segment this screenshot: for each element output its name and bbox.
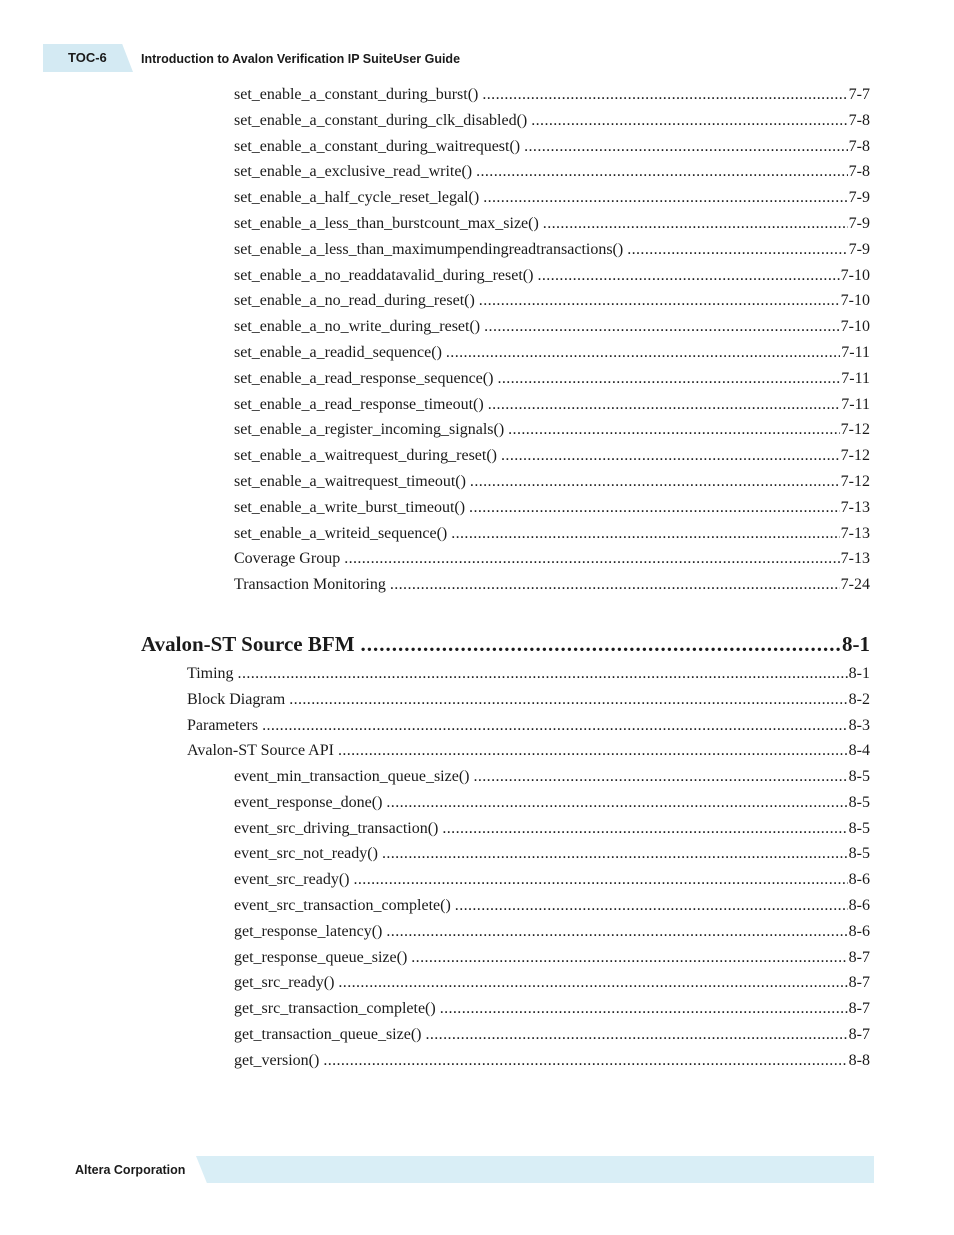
toc-entry[interactable]: [234, 446, 870, 466]
toc-entry-page[interactable]: 7-9: [848, 241, 870, 258]
toc-entry-page[interactable]: 8-8: [848, 1052, 870, 1069]
toc-entry-label[interactable]: get_transaction_queue_size(): [234, 1026, 422, 1043]
toc-entry-page[interactable]: 8-6: [848, 923, 870, 940]
toc-entry-label[interactable]: event_src_not_ready(): [234, 845, 378, 862]
toc-entry-page[interactable]: 8-5: [848, 794, 870, 811]
dot-leader: [524, 137, 848, 157]
toc-entry-label[interactable]: set_enable_a_read_response_timeout(): [234, 396, 484, 413]
toc-entry-label[interactable]: set_enable_a_readid_sequence(): [234, 344, 442, 361]
toc-entry-label[interactable]: get_response_queue_size(): [234, 949, 408, 966]
toc-entry[interactable]: [234, 188, 870, 208]
toc-entry[interactable]: [234, 291, 870, 311]
dot-leader: [508, 420, 840, 440]
toc-entry-label[interactable]: set_enable_a_writeid_sequence(): [234, 525, 448, 542]
toc-entry[interactable]: [234, 369, 870, 389]
toc-entry-page[interactable]: 7-11: [841, 344, 870, 361]
toc-entry-label[interactable]: set_enable_a_constant_during_burst(): [234, 86, 479, 103]
toc-entry-label[interactable]: event_response_done(): [234, 794, 383, 811]
dot-leader: [390, 575, 840, 595]
toc-entry[interactable]: [234, 137, 870, 157]
toc-section-entry[interactable]: [187, 741, 870, 761]
toc-entry[interactable]: [234, 524, 870, 544]
toc-entry-label[interactable]: set_enable_a_write_burst_timeout(): [234, 499, 466, 516]
toc-entry[interactable]: [234, 85, 870, 105]
toc-api-entry[interactable]: [234, 767, 870, 787]
toc-api-entry[interactable]: [234, 1051, 870, 1071]
toc-entry-label[interactable]: set_enable_a_less_than_maximumpendingreadtransactions(): [234, 241, 624, 258]
dot-leader: [455, 896, 848, 916]
toc-section-entry[interactable]: [187, 716, 870, 736]
dot-leader: [338, 973, 847, 993]
toc-entry-label[interactable]: set_enable_a_no_readdatavalid_during_reset(): [234, 267, 534, 284]
chapter-heading[interactable]: [141, 631, 870, 657]
toc-entry-label[interactable]: get_src_ready(): [234, 974, 335, 991]
toc-api-entry[interactable]: [234, 973, 870, 993]
toc-entry-page[interactable]: 8-7: [848, 949, 870, 966]
toc-entry-page[interactable]: 7-8: [848, 112, 870, 129]
toc-entry[interactable]: [234, 549, 870, 569]
footer-company: Altera Corporation: [75, 1163, 186, 1177]
toc-entry[interactable]: [234, 240, 870, 260]
dot-leader: [425, 1025, 847, 1045]
dot-leader: [469, 498, 840, 518]
dot-leader: [483, 188, 847, 208]
toc-entry-label[interactable]: set_enable_a_constant_during_waitrequest(): [234, 138, 521, 155]
toc-entry-label[interactable]: set_enable_a_constant_during_clk_disabled(): [234, 112, 528, 129]
dot-leader: [361, 631, 841, 657]
toc-entry-label[interactable]: set_enable_a_read_response_sequence(): [234, 370, 494, 387]
dot-leader: [386, 793, 847, 813]
dot-leader: [289, 690, 847, 710]
toc-entry-label[interactable]: event_src_driving_transaction(): [234, 820, 439, 837]
dot-leader: [238, 664, 848, 684]
dot-leader: [262, 716, 848, 736]
dot-leader: [440, 999, 848, 1019]
dot-leader: [627, 240, 847, 260]
page-number-label: TOC-6: [68, 50, 107, 65]
toc-api-entry[interactable]: [234, 948, 870, 968]
toc-entry[interactable]: [234, 472, 870, 492]
toc-api-entry[interactable]: [234, 922, 870, 942]
toc-api-entry[interactable]: [234, 870, 870, 890]
dot-leader: [479, 291, 840, 311]
toc-entry-label[interactable]: get_version(): [234, 1052, 320, 1069]
toc-entry-label[interactable]: Parameters: [187, 717, 259, 734]
toc-entry-page[interactable]: 7-10: [840, 267, 870, 284]
toc-entry-page[interactable]: 7-11: [841, 370, 870, 387]
toc-api-entry[interactable]: [234, 793, 870, 813]
toc-entry-label[interactable]: set_enable_a_no_read_during_reset(): [234, 292, 475, 309]
toc-entry-label[interactable]: Avalon-ST Source API: [187, 742, 334, 759]
toc-entry-label[interactable]: set_enable_a_half_cycle_reset_legal(): [234, 189, 480, 206]
toc-entry[interactable]: [234, 575, 870, 595]
toc-entry-page[interactable]: 8-7: [848, 974, 870, 991]
dot-leader: [543, 214, 848, 234]
toc-entry-page[interactable]: 7-7: [848, 86, 870, 103]
toc-entry-page[interactable]: 7-12: [840, 473, 870, 490]
dot-leader: [386, 922, 847, 942]
toc-entry[interactable]: [234, 266, 870, 286]
toc-entry-page[interactable]: 7-9: [848, 189, 870, 206]
toc-entry-page[interactable]: 8-1: [848, 665, 870, 682]
dot-leader: [470, 472, 840, 492]
toc-entry-label[interactable]: event_min_transaction_queue_size(): [234, 768, 470, 785]
dot-leader: [382, 844, 848, 864]
toc-entry-label[interactable]: Avalon-ST Source BFM: [141, 632, 355, 656]
toc-entry-page[interactable]: 8-4: [848, 742, 870, 759]
dot-leader: [537, 266, 839, 286]
toc-entry-label[interactable]: Coverage Group: [234, 550, 341, 567]
dot-leader: [451, 524, 839, 544]
toc-entry-label[interactable]: set_enable_a_register_incoming_signals(): [234, 421, 505, 438]
toc-entry-page[interactable]: 7-9: [848, 215, 870, 232]
toc-entry-label[interactable]: set_enable_a_waitrequest_timeout(): [234, 473, 466, 490]
dot-leader: [344, 549, 839, 569]
toc-entry[interactable]: [234, 498, 870, 518]
toc-entry-label[interactable]: get_src_transaction_complete(): [234, 1000, 436, 1017]
toc-entry-page[interactable]: 7-8: [848, 138, 870, 155]
toc-entry-page[interactable]: 7-13: [840, 525, 870, 542]
dot-leader: [446, 343, 840, 363]
dot-leader: [473, 767, 847, 787]
toc-entry-label[interactable]: Block Diagram: [187, 691, 286, 708]
toc-entry-page[interactable]: 7-8: [848, 163, 870, 180]
toc-entry-page[interactable]: 7-12: [840, 447, 870, 464]
dot-leader: [488, 395, 841, 415]
toc-entry[interactable]: [234, 111, 870, 131]
toc-entry-page[interactable]: 7-12: [840, 421, 870, 438]
toc-entry-page[interactable]: 8-6: [848, 871, 870, 888]
toc-entry-label[interactable]: event_src_transaction_complete(): [234, 897, 451, 914]
toc-entry[interactable]: [234, 343, 870, 363]
toc-entry[interactable]: [234, 162, 870, 182]
dot-leader: [484, 317, 840, 337]
toc-entry[interactable]: [234, 214, 870, 234]
toc-entry-page[interactable]: 8-5: [848, 820, 870, 837]
dot-leader: [501, 446, 840, 466]
toc-entry-label[interactable]: Transaction Monitoring: [234, 576, 386, 593]
toc-entry-page[interactable]: 7-13: [840, 550, 870, 567]
toc-entry-page[interactable]: 8-7: [848, 1000, 870, 1017]
dot-leader: [354, 870, 848, 890]
toc-entry-page[interactable]: 8-5: [848, 845, 870, 862]
toc-api-entry[interactable]: [234, 1025, 870, 1045]
toc-entry-page[interactable]: 7-24: [840, 576, 870, 593]
dot-leader: [411, 948, 847, 968]
toc-entry-label[interactable]: set_enable_a_waitrequest_during_reset(): [234, 447, 498, 464]
toc-entry[interactable]: [234, 395, 870, 415]
toc-entry-page[interactable]: 8-2: [848, 691, 870, 708]
toc-entry-page[interactable]: 7-11: [841, 396, 870, 413]
dot-leader: [338, 741, 848, 761]
dot-leader: [442, 819, 847, 839]
toc-entry-page[interactable]: 8-7: [848, 1026, 870, 1043]
toc-entry-page[interactable]: 7-13: [840, 499, 870, 516]
dot-leader: [476, 162, 848, 182]
toc-section-entry[interactable]: [187, 690, 870, 710]
toc-api-entry[interactable]: [234, 819, 870, 839]
toc-entry[interactable]: [234, 317, 870, 337]
toc-entry-page[interactable]: 8-6: [848, 897, 870, 914]
toc-entry-page[interactable]: 8-1: [842, 632, 870, 656]
footer-band: [196, 1156, 874, 1183]
toc-entry-label[interactable]: set_enable_a_no_write_during_reset(): [234, 318, 481, 335]
dot-leader: [323, 1051, 847, 1071]
dot-leader: [497, 369, 840, 389]
toc-entry-page[interactable]: 7-10: [840, 318, 870, 335]
toc-entry-label[interactable]: set_enable_a_exclusive_read_write(): [234, 163, 473, 180]
toc-entry-label[interactable]: get_response_latency(): [234, 923, 383, 940]
toc-api-entry[interactable]: [234, 896, 870, 916]
toc-api-entry[interactable]: [234, 844, 870, 864]
toc-section-entry[interactable]: [187, 664, 870, 684]
toc-entry-label[interactable]: Timing: [187, 665, 234, 682]
document-title: Introduction to Avalon Verification IP SuiteUser Guide: [141, 52, 461, 66]
toc-api-entry[interactable]: [234, 999, 870, 1019]
dot-leader: [531, 111, 847, 131]
toc-entry-page[interactable]: 8-5: [848, 768, 870, 785]
toc-entry-label[interactable]: event_src_ready(): [234, 871, 350, 888]
toc-entry-page[interactable]: 7-10: [840, 292, 870, 309]
toc-entry[interactable]: [234, 420, 870, 440]
toc-entry-page[interactable]: 8-3: [848, 717, 870, 734]
toc-entry-label[interactable]: set_enable_a_less_than_burstcount_max_size(): [234, 215, 539, 232]
dot-leader: [482, 85, 847, 105]
